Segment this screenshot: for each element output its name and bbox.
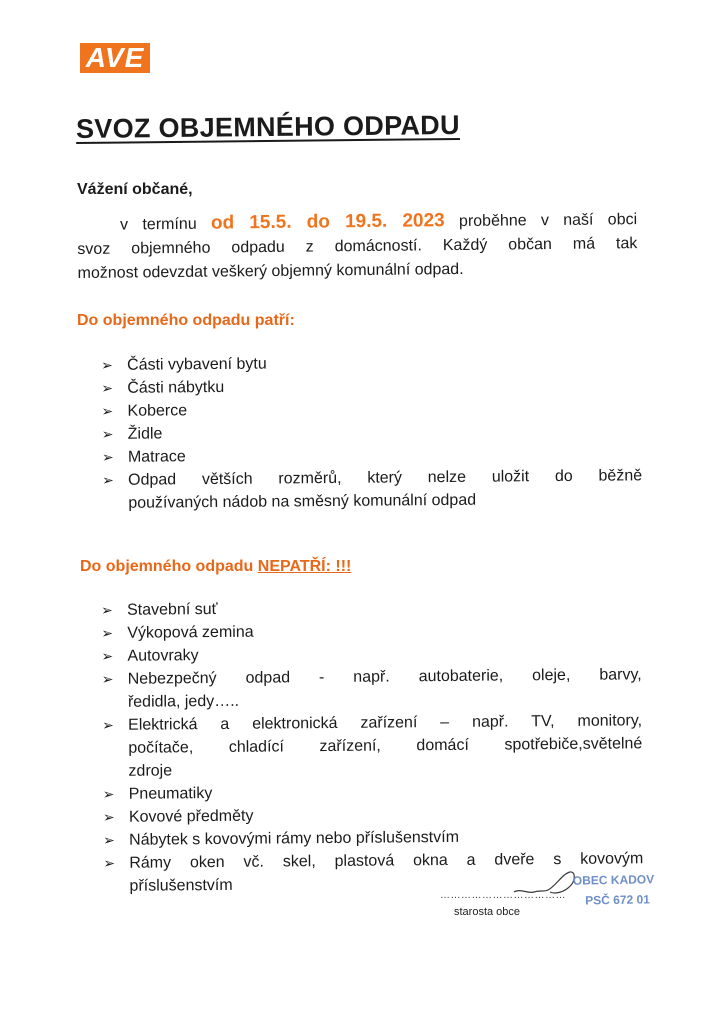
list-item-text: Části nábytku bbox=[127, 378, 225, 397]
list-item-text: Nebezpečný odpad - např. autobaterie, oleje, barvy, bbox=[127, 666, 642, 688]
arrow-bullet-icon: ➢ bbox=[103, 831, 115, 848]
list-item-text: ředidla, jedy….. bbox=[127, 692, 240, 711]
arrow-bullet-icon: ➢ bbox=[101, 601, 113, 618]
list-item-text: Nábytek s kovovými rámy nebo příslušenstvím bbox=[129, 828, 460, 849]
list-item-text: Odpad větších rozměrů, který nelze uložit do běžně bbox=[128, 467, 643, 489]
arrow-bullet-icon: ➢ bbox=[101, 425, 114, 442]
list-item-text: příslušenstvím bbox=[129, 876, 233, 895]
intro-text: v termínu bbox=[120, 215, 212, 234]
list-item-text: Matrace bbox=[127, 448, 186, 466]
list-item-text: Výkopová zemina bbox=[127, 623, 254, 642]
forbidden-heading-text: Do objemného odpadu bbox=[80, 558, 258, 575]
arrow-bullet-icon: ➢ bbox=[102, 808, 115, 825]
intro-line-3: možnost odevzdat veškerý objemný komunální odpad. bbox=[77, 260, 464, 282]
arrow-bullet-icon: ➢ bbox=[102, 785, 115, 802]
forbidden-heading-emphasis: NEPATŘÍ: !!! bbox=[257, 558, 352, 575]
list-item-text: Autovraky bbox=[127, 647, 199, 665]
stamp-line-2: PSČ 672 01 bbox=[585, 892, 651, 908]
list-item bbox=[102, 663, 642, 714]
list-item-text: Stavební suť bbox=[127, 600, 218, 619]
arrow-bullet-icon: ➢ bbox=[101, 448, 114, 465]
forbidden-heading bbox=[80, 558, 351, 576]
ave-logo: AVE bbox=[78, 41, 152, 75]
arrow-bullet-icon: ➢ bbox=[101, 379, 114, 396]
intro-text: proběhne v naší obci bbox=[444, 211, 638, 231]
allowed-list bbox=[101, 349, 642, 515]
list-item bbox=[102, 709, 643, 783]
signature-block bbox=[440, 866, 680, 926]
allowed-heading: Do objemného odpadu patří: bbox=[77, 312, 295, 329]
stamp-line-1: OBEC KADOV bbox=[572, 872, 655, 888]
list-item-text: Kovové předměty bbox=[128, 807, 254, 826]
collection-dates: od 15.5. do 19.5. 2023 bbox=[210, 210, 445, 234]
forbidden-list bbox=[101, 594, 644, 898]
municipal-stamp bbox=[573, 869, 655, 910]
signature-role: starosta obce bbox=[454, 906, 521, 918]
arrow-bullet-icon: ➢ bbox=[101, 356, 113, 373]
arrow-bullet-icon: ➢ bbox=[101, 624, 114, 641]
list-item bbox=[102, 464, 642, 515]
list-item-text: používaných nádob na směsný komunální odpad bbox=[128, 491, 477, 512]
list-item-text: počítače, chladící zařízení, domácí spotřebiče,světelné bbox=[128, 735, 643, 757]
intro-line-2: svoz objemného odpadu z domácností. Každý občan má tak bbox=[77, 235, 638, 258]
arrow-bullet-icon: ➢ bbox=[101, 647, 114, 664]
list-item-text: Židle bbox=[127, 425, 163, 443]
signature-line: ……………………………… bbox=[440, 890, 566, 901]
list-item-text: Pneumatiky bbox=[128, 785, 213, 803]
arrow-bullet-icon: ➢ bbox=[103, 854, 116, 871]
list-item-text: Rámy oken vč. skel, plastová okna a dveře s kovovým bbox=[129, 850, 644, 872]
list-item-text: Části vybavení bytu bbox=[127, 355, 267, 374]
greeting: Vážení občané, bbox=[77, 181, 193, 198]
arrow-bullet-icon: ➢ bbox=[102, 716, 114, 733]
intro-paragraph bbox=[77, 207, 638, 286]
list-item-text: zdroje bbox=[128, 762, 173, 780]
list-item-text: Koberce bbox=[127, 402, 188, 420]
arrow-bullet-icon: ➢ bbox=[102, 471, 114, 488]
list-item-text: Elektrická a elektronická zařízení – např. TV, monitory, bbox=[128, 712, 643, 734]
arrow-bullet-icon: ➢ bbox=[101, 402, 114, 419]
arrow-bullet-icon: ➢ bbox=[101, 670, 114, 687]
document-title: SVOZ OBJEMNÉHO ODPADU bbox=[75, 109, 460, 144]
